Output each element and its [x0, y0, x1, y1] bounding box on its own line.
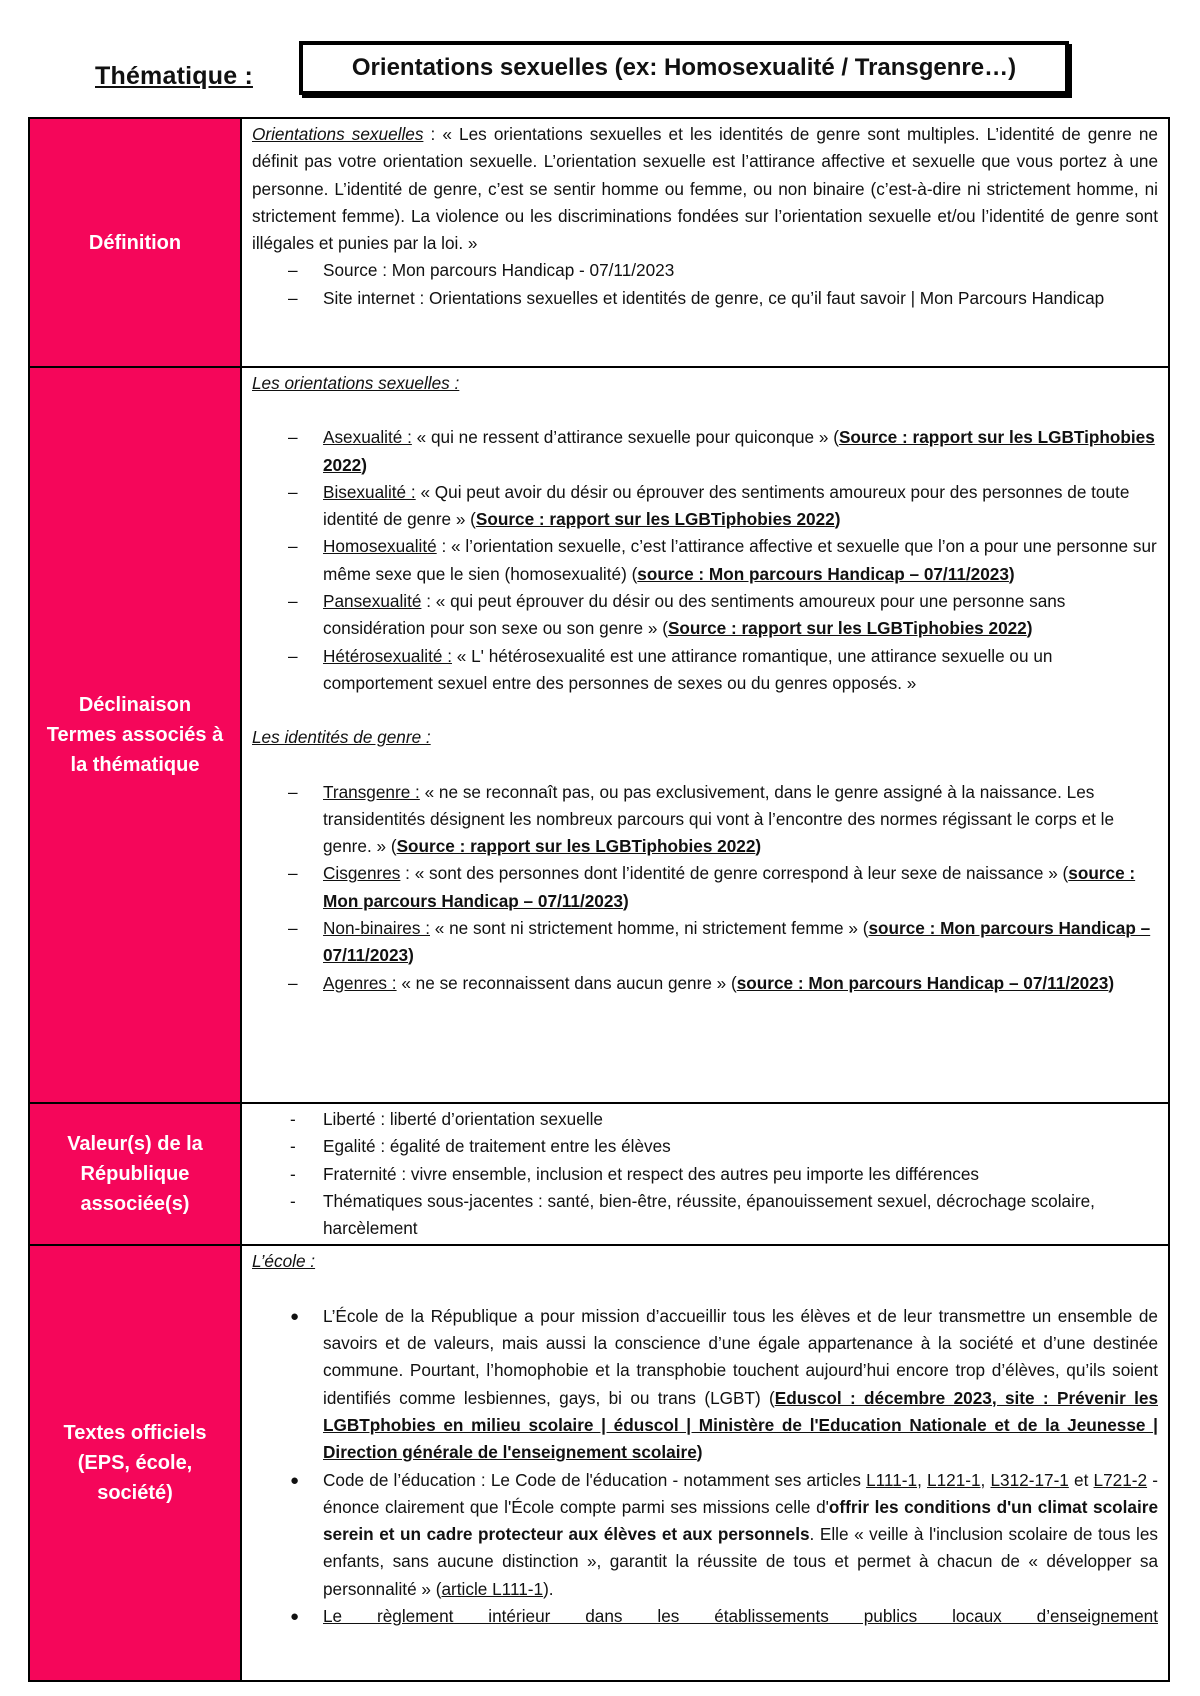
thematique-table	[28, 117, 1170, 1682]
definition-text: : « Les orientations sexuelles et les identités de genre sont multiples. L’identité de genre ne définit pas votre orientation sexuelle. L’orientation sexuelle est l’attirance affective et sexuelle que vous portez à une personne. L’identité de genre, c’est se sentir homme ou femme, ou non binaire (c’est-à-dire ni strictement homme, ni strictement femme). La violence ou les discriminations fondées sur l’orientation sexuelle et/ou l’identité de genre sont illégales et punies par la loi. »	[252, 124, 1158, 254]
list-item: - Thématiques sous-jacentes : santé, bien-être, réussite, épanouissement sexuel, décrochage scolaire, harcèlement	[290, 1190, 1095, 1239]
list-item: - Fraternité : vivre ensemble, inclusion et respect des autres peu importe les différences	[290, 1163, 979, 1184]
label-definition: Définition	[29, 118, 241, 367]
list-item: – Hétérosexualité : « L' hétérosexualité est une attirance romantique, une attirance sexuelle ou un comportement sexuel entre des personnes de sexes ou du genres opposés. »	[288, 645, 1053, 693]
row-textes	[29, 1245, 1169, 1681]
page-title: Orientations sexuelles (ex: Homosexualité / Transgenre…)	[351, 54, 1017, 81]
heading-identites: Les identités de genre :	[252, 727, 431, 748]
list-item: - Egalité : égalité de traitement entre les élèves	[290, 1136, 671, 1157]
content-textes	[241, 1245, 1169, 1681]
content-valeurs	[241, 1103, 1169, 1245]
list-item: – Pansexualité : « qui peut éprouver du désir ou des sentiments amoureux pour une personne sans considération pour son sexe ou son genre » (Source : rapport sur les LGBTiphobies 2022)	[288, 591, 1066, 639]
valeurs-list	[252, 1106, 1158, 1242]
list-item: – Asexualité : « qui ne ressent d’attirance sexuelle pour quiconque » (Source : rapport sur les LGBTiphobies 2022)	[288, 427, 1155, 475]
identites-list	[252, 779, 1158, 997]
definition-bullets	[252, 257, 1158, 312]
list-item: – Agenres : « ne se reconnaissent dans aucun genre » (source : Mon parcours Handicap – 07/11/2023)	[288, 972, 1115, 993]
list-item: – Source : Mon parcours Handicap - 07/11/2023	[288, 260, 675, 281]
thematique-label: Thématique :	[95, 62, 253, 90]
heading-ecole: L’école :	[252, 1251, 316, 1272]
list-item: ● Le règlement intérieur dans les établissements publics locaux d’enseignement	[290, 1606, 1158, 1627]
list-item: ● Code de l’éducation : Le Code de l'éducation - notamment ses articles L111-1, L121-1, L312-17-1 et L721-2 - énonce clairement que l'École compte parmi ses missions celle d'offrir les conditions d'un climat scolaire serein et un cadre protecteur aux élèves et aux personnels. Elle « veille à l'inclusion scolaire de tous les enfants, sans aucune distinction », garantit la réussite de tous et permet à chacun de « développer sa personnalité » (article L111-1).	[290, 1469, 1158, 1599]
list-item: – Transgenre : « ne se reconnaît pas, ou pas exclusivement, dans le genre assigné à la naissance. Les transidentités désignent les nombreux parcours qui vont à l’encontre des normes régissant le corps et le genre. » (Source : rapport sur les LGBTiphobies 2022)	[288, 781, 1115, 857]
list-item: – Bisexualité : « Qui peut avoir du désir ou éprouver des sentiments amoureux pour des personnes de toute identité de genre » (Source : rapport sur les LGBTiphobies 2022)	[288, 481, 1130, 530]
list-item: - Liberté : liberté d’orientation sexuelle	[290, 1109, 603, 1129]
page-header	[0, 38, 1200, 108]
definition-paragraph	[252, 121, 1158, 257]
list-item: – Site internet : Orientations sexuelles et identités de genre, ce qu’il faut savoir | Mon Parcours Handicap	[288, 287, 1105, 308]
label-valeurs: Valeur(s) de la République associée(s)	[29, 1103, 241, 1245]
label-declinaison: Déclinaison Termes associés à la thématique	[29, 367, 241, 1103]
definition-term: Orientations sexuelles	[252, 124, 424, 144]
list-item: – Cisgenres : « sont des personnes dont l’identité de genre correspond à leur sexe de naissance » (source : Mon parcours Handicap – 07/11/2023)	[288, 863, 1136, 911]
title-box	[299, 41, 1069, 95]
heading-orientations: Les orientations sexuelles :	[252, 373, 460, 393]
row-definition	[29, 118, 1169, 367]
textes-list	[252, 1303, 1158, 1629]
list-item: – Non-binaires : « ne sont ni strictement homme, ni strictement femme » (source : Mon parcours Handicap – 07/11/2023)	[288, 918, 1151, 966]
orientations-list	[252, 424, 1158, 697]
content-declinaison	[241, 367, 1169, 1103]
row-valeurs	[29, 1103, 1169, 1245]
row-declinaison	[29, 367, 1169, 1103]
content-definition	[241, 118, 1169, 367]
list-item: – Homosexualité : « l’orientation sexuelle, c’est l’attirance affective et sexuelle que l’on a pour une personne sur même sexe que le sien (homosexualité) (source : Mon parcours Handicap – 07/11/2023)	[288, 536, 1157, 584]
label-textes: Textes officiels (EPS, école, société)	[29, 1245, 241, 1681]
list-item: ● L’École de la République a pour mission d’accueillir tous les élèves et de leur transmettre un ensemble de savoirs et de valeurs, mais aussi la conscience d’une égale appartenance à la société et d’une destinée commune. Pourtant, l’homophobie et la transphobie touchent aujourd’hui encore trop d’élèves, qu’ils soient identifiés comme lesbiennes, gays, bi ou trans (LGBT) (Eduscol : décembre 2023, site : Prévenir les LGBTphobies en milieu scolaire | éduscol | Ministère de l'Education Nationale et de la Jeunesse | Direction générale de l'enseignement scolaire)	[290, 1305, 1159, 1463]
